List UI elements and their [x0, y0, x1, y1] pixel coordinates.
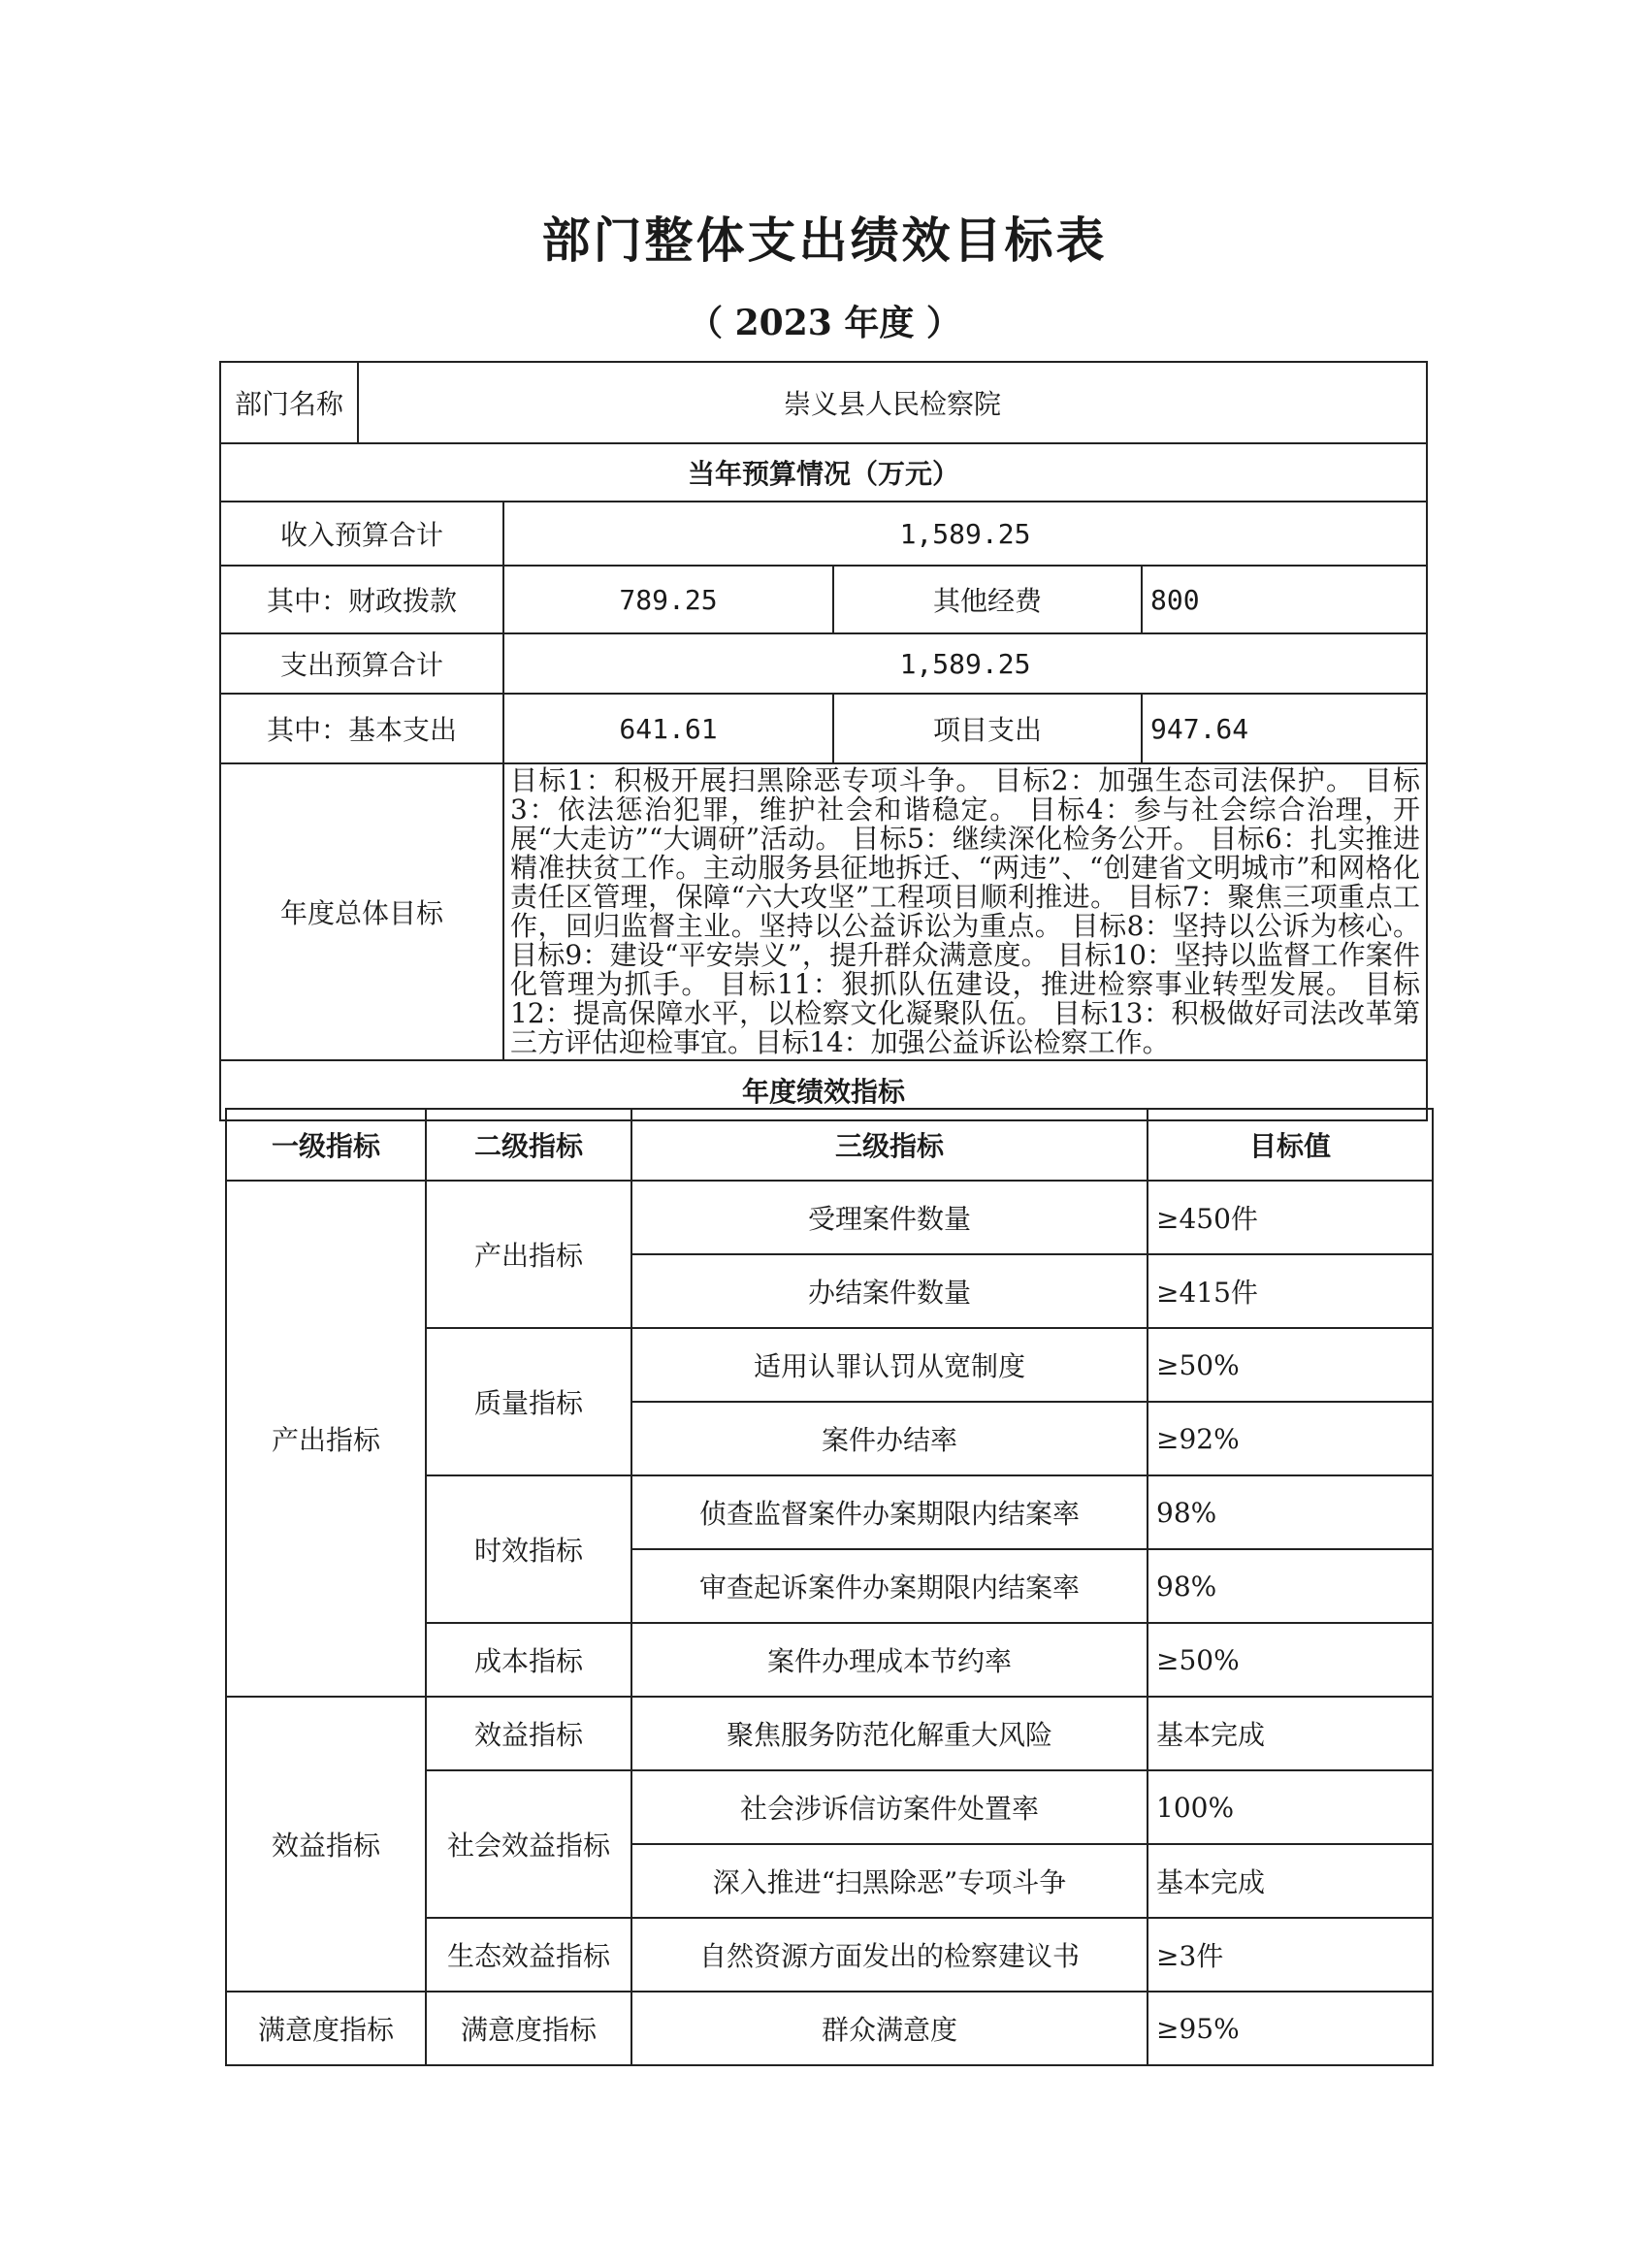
indicator-target: 100% [1148, 1770, 1433, 1844]
level2-satisfaction: 满意度指标 [426, 1992, 631, 2065]
table-row [226, 1181, 1433, 1254]
level1-satisfaction: 满意度指标 [226, 1992, 426, 2065]
goals-text: 目标1：积极开展扫黑除恶专项斗争。 目标2：加强生态司法保护。 目标3：依法惩治犯罪，维护社会和谐稳定。 目标4：参与社会综合治理，开展“大走访”“大调研”活动。 目标5：继续深化检务公开。 目标6：扎实推进精准扶贫工作。主动服务县征地拆迁、“两违”、“创建省文明城市”和网格化责任区管理，保障“六大攻坚”工程项目顺利推进。 目标7：聚焦三项重点工作，回归监督主业。坚持以公益诉讼为重点。 目标8：坚持以公诉为核心。 目标9：建设“平安崇义”，提升群众满意度。 目标10：坚持以监督工作案件化管理为抓手。 目标11：狠抓队伍建设，推进检察事业转型发展。 目标12：提高保障水平，以检察文化凝聚队伍。 目标13：积极做好司法改革第三方评估迎检事宜。目标14：加强公益诉讼检察工作。 [503, 763, 1427, 1060]
level2-timeliness: 时效指标 [426, 1475, 631, 1623]
header-level1: 一级指标 [226, 1109, 426, 1181]
income-total-value: 1,589.25 [503, 502, 1427, 566]
indicator-name: 自然资源方面发出的检察建议书 [631, 1918, 1148, 1992]
income-total-label: 收入预算合计 [220, 502, 503, 566]
level1-benefit: 效益指标 [226, 1697, 426, 1992]
expense-total-label: 支出预算合计 [220, 633, 503, 694]
indicator-target: ≥92% [1148, 1402, 1433, 1475]
indicator-target: ≥415件 [1148, 1254, 1433, 1328]
indicator-name: 深入推进“扫黑除恶”专项斗争 [631, 1844, 1148, 1918]
indicator-target: 98% [1148, 1475, 1433, 1549]
indicator-name: 聚焦服务防范化解重大风险 [631, 1697, 1148, 1770]
project-value: 947.64 [1142, 694, 1427, 763]
level2-social: 社会效益指标 [426, 1770, 631, 1918]
header-level2: 二级指标 [426, 1109, 631, 1181]
indicator-name: 案件办结率 [631, 1402, 1148, 1475]
level2-output: 产出指标 [426, 1181, 631, 1328]
indicator-target: ≥450件 [1148, 1181, 1433, 1254]
budget-table [219, 361, 1428, 1121]
level2-benefit: 效益指标 [426, 1697, 631, 1770]
level2-quality: 质量指标 [426, 1328, 631, 1475]
dept-name: 崇义县人民检察院 [358, 362, 1427, 443]
fiscal-label: 其中：财政拨款 [220, 566, 503, 633]
perf-table [225, 1108, 1434, 2066]
indicator-target: 基本完成 [1148, 1697, 1433, 1770]
indicator-target: 98% [1148, 1549, 1433, 1623]
other-value: 800 [1142, 566, 1427, 633]
indicator-name: 案件办理成本节约率 [631, 1623, 1148, 1697]
indicator-name: 适用认罪认罚从宽制度 [631, 1328, 1148, 1402]
table-row [226, 1992, 1433, 2065]
indicator-target: ≥95% [1148, 1992, 1433, 2065]
indicator-name: 社会涉诉信访案件处置率 [631, 1770, 1148, 1844]
fiscal-value: 789.25 [503, 566, 833, 633]
indicator-target: ≥3件 [1148, 1918, 1433, 1992]
level1-output: 产出指标 [226, 1181, 426, 1697]
other-label: 其他经费 [833, 566, 1142, 633]
project-label: 项目支出 [833, 694, 1142, 763]
basic-value: 641.61 [503, 694, 833, 763]
header-level3: 三级指标 [631, 1109, 1148, 1181]
indicator-target: 基本完成 [1148, 1844, 1433, 1918]
expense-total-value: 1,589.25 [503, 633, 1427, 694]
indicator-target: ≥50% [1148, 1623, 1433, 1697]
indicator-name: 审查起诉案件办案期限内结案率 [631, 1549, 1148, 1623]
perf-section-title: 年度绩效指标 [220, 1060, 1427, 1120]
indicator-target: ≥50% [1148, 1328, 1433, 1402]
indicator-name: 侦查监督案件办案期限内结案率 [631, 1475, 1148, 1549]
level2-ecology: 生态效益指标 [426, 1918, 631, 1992]
table-row [226, 1697, 1433, 1770]
indicator-name: 办结案件数量 [631, 1254, 1148, 1328]
document-title: 部门整体支出绩效目标表 [541, 211, 1108, 269]
budget-section-title: 当年预算情况（万元） [220, 443, 1427, 502]
basic-label: 其中：基本支出 [220, 694, 503, 763]
dept-label: 部门名称 [220, 362, 358, 443]
level2-cost: 成本指标 [426, 1623, 631, 1697]
header-target: 目标值 [1148, 1109, 1433, 1181]
document-year: （ 2023 年度 ） [688, 303, 961, 343]
indicator-name: 受理案件数量 [631, 1181, 1148, 1254]
goals-label: 年度总体目标 [220, 763, 503, 1060]
indicator-name: 群众满意度 [631, 1992, 1148, 2065]
